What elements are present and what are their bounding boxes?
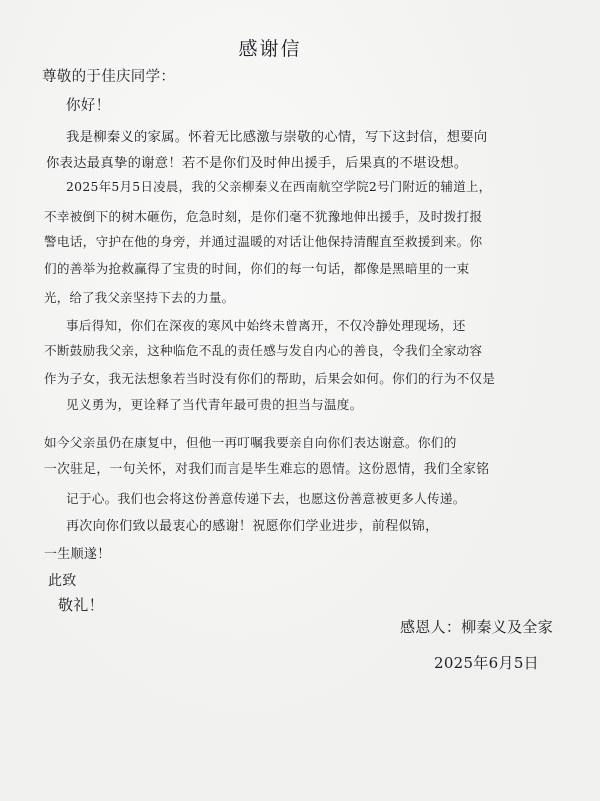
body-line: 警电话，守护在他的身旁，并通过温暖的对话让他保持清醒直至救援到来。你 (44, 234, 483, 249)
greeting: 你好！ (66, 98, 111, 114)
body-line: 再次向你们致以最衷心的感谢！祝愿你们学业进步，前程似锦， (66, 519, 439, 534)
closing-jingli: 敬礼！ (58, 596, 104, 614)
body-line: 2025年5月5日凌晨，我的父亲柳秦义在西南航空学院2号门附近的辅道上， (66, 179, 492, 194)
body-line: 作为子女，我无法想象若当时没有你们的帮助，后果会如何。你们的行为不仅是 (44, 371, 496, 386)
body-line: 不幸被倒下的树木砸伤，危急时刻，是你们毫不犹豫地伸出援手，及时拨打报 (44, 209, 483, 224)
signature: 感恩人：柳秦义及全家 (400, 618, 554, 636)
body-line: 如今父亲虽仍在康复中，但他一再叮嘱我要亲自向你们表达谢意。你们的 (44, 435, 457, 450)
salutation: 尊敬的于佳庆同学： (42, 69, 176, 85)
body-line: 事后得知，你们在深夜的寒风中始终未曾离开，不仅冷静处理现场，还 (66, 318, 466, 333)
body-line: 我是柳秦义的家属。怀着无比感激与崇敬的心情，写下这封信，想要向 (66, 130, 488, 145)
body-line: 不断鼓励我父亲，这种临危不乱的责任感与发自内心的善良，令我们全家动容 (44, 343, 483, 358)
body-line: 一生顺遂！ (44, 547, 111, 562)
body-line: 一次驻足，一句关怀，对我们而言是毕生难忘的恩情。这份恩情，我们全家铭 (44, 462, 490, 477)
body-line: 你表达最真挚的谢意！若不是你们及时伸出援手，后果真的不堪设想。 (46, 156, 468, 171)
letter-title: 感谢信 (238, 38, 302, 60)
body-line: 们的善举为抢救赢得了宝贵的时间，你们的每一句话，都像是黑暗里的一束 (44, 261, 470, 276)
body-line: 光，给了我父亲坚持下去的力量。 (44, 290, 235, 305)
body-line: 记于心。我们也会将这份善意传递下去，也愿这份善意被更多人传递。 (66, 491, 466, 506)
closing-cizhi: 此致 (48, 573, 77, 589)
date: 2025年6月5日 (434, 654, 539, 672)
body-line: 见义勇为，更诠释了当代青年最可贵的担当与温度。 (66, 397, 363, 412)
